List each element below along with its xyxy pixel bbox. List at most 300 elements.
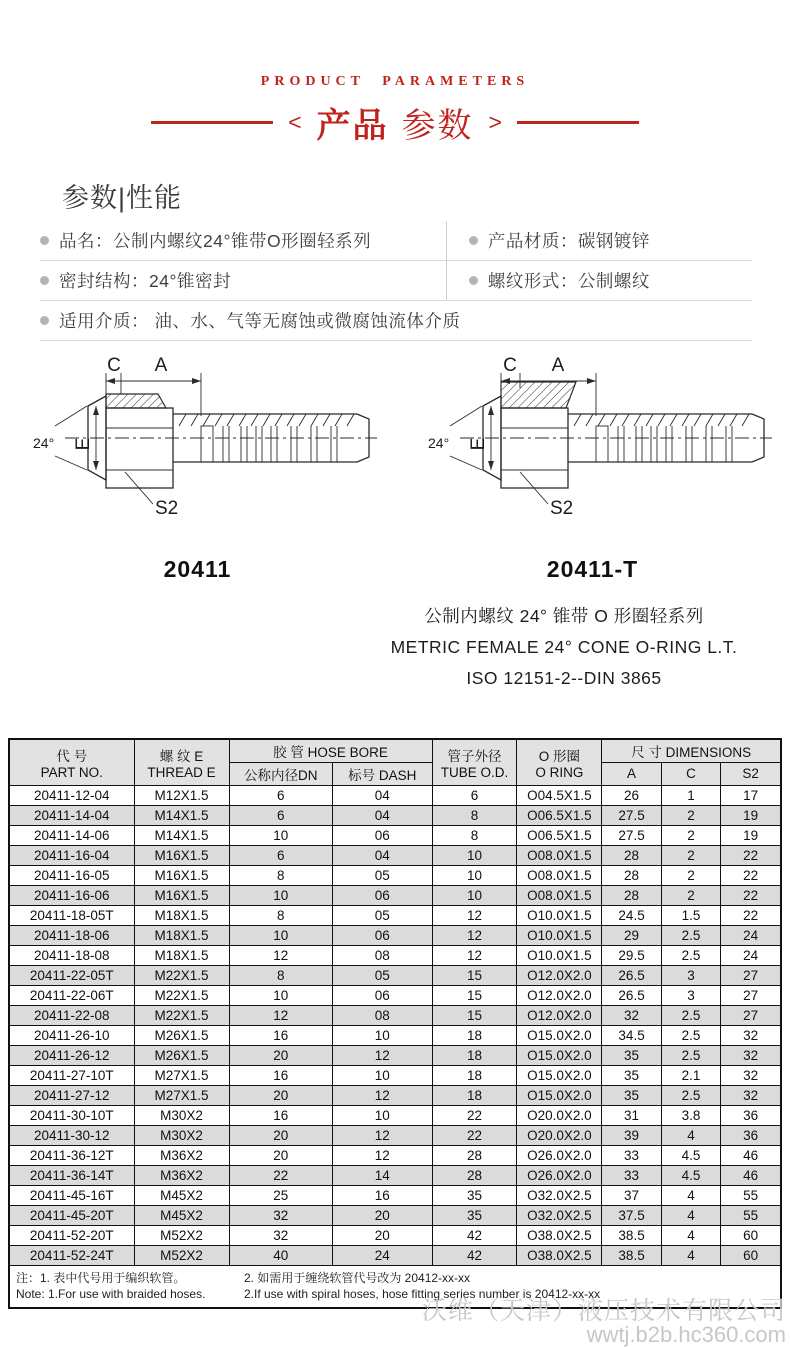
table-cell: O15.0X2.0 (517, 1025, 602, 1045)
table-row (9, 1245, 781, 1265)
fitting-drawing-icon (13, 356, 383, 552)
table-cell: 05 (332, 905, 432, 925)
spec-block (40, 221, 752, 341)
table-row (9, 925, 781, 945)
table-cell: 14 (332, 1165, 432, 1185)
table-cell: 24 (721, 925, 781, 945)
table-cell: M36X2 (134, 1145, 229, 1165)
table-cell: 28 (602, 865, 661, 885)
table-cell: 37.5 (602, 1205, 661, 1225)
table-cell: 2 (661, 865, 720, 885)
table-cell: 10 (229, 885, 332, 905)
table-cell: 18 (432, 1045, 517, 1065)
table-cell: 2 (661, 825, 720, 845)
table-cell: 26.5 (602, 985, 661, 1005)
table-cell: 15 (432, 1005, 517, 1025)
table-cell: 35 (602, 1085, 661, 1105)
table-cell: 10 (229, 825, 332, 845)
table-cell: 20411-18-08 (9, 945, 134, 965)
watermark-url: wwtj.b2b.hc360.com (586, 1322, 786, 1347)
table-cell: 2.1 (661, 1065, 720, 1085)
table-header (9, 739, 781, 785)
table-cell: O38.0X2.5 (517, 1225, 602, 1245)
table-cell: 32 (229, 1225, 332, 1245)
table-cell: 06 (332, 925, 432, 945)
angle-label: 24° (427, 435, 449, 451)
table-cell: 20 (332, 1205, 432, 1225)
spec-item-material (446, 221, 752, 260)
dim-label-a: A (154, 356, 167, 376)
series-standard: ISO 12151-2--DIN 3865 (466, 668, 662, 688)
table-cell: O06.5X1.5 (517, 805, 602, 825)
watermark-company: 沃维（天津）液压技术有限公司 (421, 1297, 786, 1325)
table-cell: 20411-27-12 (9, 1085, 134, 1105)
spec-text: 密封结构：24°锥密封 (59, 271, 231, 291)
table-row (9, 985, 781, 1005)
table-cell: 34.5 (602, 1025, 661, 1045)
table-cell: 27 (721, 985, 781, 1005)
table-cell: M30X2 (134, 1125, 229, 1145)
spec-item-seal-structure (40, 261, 446, 300)
bullet-icon (40, 276, 49, 285)
table-cell: 6 (432, 785, 517, 805)
col-o-ring: O 形圈 O RING (517, 739, 602, 785)
col-dim-c: C (661, 762, 720, 785)
table-cell: 35 (602, 1045, 661, 1065)
col-dim-a: A (602, 762, 661, 785)
table-row (9, 865, 781, 885)
table-cell: 1.5 (661, 905, 720, 925)
table-cell: 55 (721, 1205, 781, 1225)
table-row (9, 1125, 781, 1145)
table-cell: 8 (229, 965, 332, 985)
table-cell: O12.0X2.0 (517, 965, 602, 985)
table-cell: 22 (721, 905, 781, 925)
table-cell: 2 (661, 885, 720, 905)
spec-item-media (40, 301, 752, 340)
table-cell: M16X1.5 (134, 865, 229, 885)
table-cell: 32 (721, 1045, 781, 1065)
table-cell: 20411-45-20T (9, 1205, 134, 1225)
table-cell: 26 (602, 785, 661, 805)
table-cell: O15.0X2.0 (517, 1065, 602, 1085)
table-cell: 19 (721, 805, 781, 825)
dim-label-s2: S2 (154, 498, 178, 519)
table-cell: 26.5 (602, 965, 661, 985)
table-cell: 16 (229, 1065, 332, 1085)
table-cell: 16 (229, 1025, 332, 1045)
table-cell: 20411-22-06T (9, 985, 134, 1005)
spec-item-product-name (40, 221, 446, 260)
technical-drawings (0, 356, 790, 583)
table-cell: O20.0X2.0 (517, 1105, 602, 1125)
table-cell: 10 (229, 985, 332, 1005)
table-row (9, 1225, 781, 1245)
table-cell: M22X1.5 (134, 965, 229, 985)
table-cell: 20411-36-12T (9, 1145, 134, 1165)
table-cell: 19 (721, 825, 781, 845)
table-cell: 24 (332, 1245, 432, 1265)
table-cell: 05 (332, 865, 432, 885)
table-cell: O26.0X2.0 (517, 1145, 602, 1165)
table-cell: 28 (432, 1145, 517, 1165)
title-bracket-left: < (288, 109, 302, 135)
fitting-drawing-icon (408, 356, 778, 552)
table-cell: 2.5 (661, 1025, 720, 1045)
series-description (348, 601, 780, 694)
notes-cell (9, 1265, 781, 1308)
table-cell: M45X2 (134, 1205, 229, 1225)
table-cell: 20411-14-06 (9, 825, 134, 845)
table-cell: 4.5 (661, 1145, 720, 1165)
table-cell: 12 (432, 905, 517, 925)
table-cell: 06 (332, 885, 432, 905)
table-cell: 35 (432, 1205, 517, 1225)
dim-label-s2: S2 (549, 498, 573, 519)
table-cell: 12 (332, 1045, 432, 1065)
table-row (9, 1165, 781, 1185)
table-cell: 4 (661, 1205, 720, 1225)
note-line-cn: 注：1. 表中代号用于编织软管。 2. 如需用于缠绕软管代号改为 20412-xx-xx (16, 1270, 471, 1285)
table-cell: 20411-26-10 (9, 1025, 134, 1045)
table-row (9, 905, 781, 925)
table-cell: 29.5 (602, 945, 661, 965)
table-cell: M22X1.5 (134, 985, 229, 1005)
spec-row (40, 301, 752, 341)
bullet-icon (469, 276, 478, 285)
table-cell: 36 (721, 1105, 781, 1125)
table-cell: M14X1.5 (134, 825, 229, 845)
table-cell: M30X2 (134, 1105, 229, 1125)
spec-text: 适用介质： 油、水、气等无腐蚀或微腐蚀流体介质 (59, 311, 461, 331)
table-cell: 20 (332, 1225, 432, 1245)
table-cell: 32 (602, 1005, 661, 1025)
series-name-en: METRIC FEMALE 24° CONE O-RING L.T. (390, 637, 738, 657)
table-cell: 20411-36-14T (9, 1165, 134, 1185)
table-cell: 3 (661, 965, 720, 985)
table-cell: 10 (332, 1065, 432, 1085)
drawing-20411 (0, 356, 395, 583)
table-cell: M52X2 (134, 1245, 229, 1265)
table-cell: 18 (432, 1065, 517, 1085)
table-cell: 20 (229, 1125, 332, 1145)
table-cell: 12 (229, 1005, 332, 1025)
table-cell: 18 (432, 1085, 517, 1105)
table-cell: 33 (602, 1165, 661, 1185)
table-cell: 20411-52-24T (9, 1245, 134, 1265)
table-cell: 55 (721, 1185, 781, 1205)
col-group-hose-bore: 胶 管 HOSE BORE (229, 739, 432, 762)
spec-text: 螺纹形式：公制螺纹 (487, 271, 650, 291)
table-cell: 35 (602, 1065, 661, 1085)
table-cell: O15.0X2.0 (517, 1045, 602, 1065)
table-cell: 6 (229, 845, 332, 865)
table-cell: 46 (721, 1145, 781, 1165)
table-cell: 22 (721, 885, 781, 905)
col-tube-od: 管子外径 TUBE O.D. (432, 739, 517, 785)
table-cell: 42 (432, 1245, 517, 1265)
note-line-en: Note: 1.For use with braided hoses. 2.If use with spiral hoses, hose fitting series number is 20412-xx-xx (16, 1286, 601, 1301)
table-cell: 18 (432, 1025, 517, 1045)
table-cell: 36 (721, 1125, 781, 1145)
col-dim-s2: S2 (721, 762, 781, 785)
table-row (9, 785, 781, 805)
table-cell: M22X1.5 (134, 1005, 229, 1025)
dim-label-c: C (106, 356, 121, 376)
spec-table (8, 738, 782, 1309)
spec-item-thread-form (446, 261, 752, 300)
table-cell: 32 (229, 1205, 332, 1225)
table-cell: 20411-30-12 (9, 1125, 134, 1145)
table-cell: O38.0X2.5 (517, 1245, 602, 1265)
spec-table-body (9, 785, 781, 1265)
table-cell: 22 (721, 865, 781, 885)
table-cell: 10 (432, 865, 517, 885)
table-cell: 38.5 (602, 1225, 661, 1245)
table-cell: M18X1.5 (134, 905, 229, 925)
table-cell: O08.0X1.5 (517, 885, 602, 905)
table-cell: 17 (721, 785, 781, 805)
table-cell: 22 (229, 1165, 332, 1185)
table-cell: 20411-18-05T (9, 905, 134, 925)
table-cell: 6 (229, 805, 332, 825)
table-cell: 12 (332, 1145, 432, 1165)
table-cell: 10 (432, 885, 517, 905)
table-notes (9, 1265, 781, 1308)
table-cell: O12.0X2.0 (517, 1005, 602, 1025)
table-cell: 2.5 (661, 925, 720, 945)
table-cell: O04.5X1.5 (517, 785, 602, 805)
table-cell: 06 (332, 985, 432, 1005)
table-cell: 4 (661, 1185, 720, 1205)
table-cell: 31 (602, 1105, 661, 1125)
table-cell: 3 (661, 985, 720, 1005)
drawing-20411-t (395, 356, 790, 583)
table-cell: 05 (332, 965, 432, 985)
table-cell: M45X2 (134, 1185, 229, 1205)
table-cell: 20411-22-05T (9, 965, 134, 985)
title-bracket-right: > (488, 109, 502, 135)
table-cell: M36X2 (134, 1165, 229, 1185)
table-cell: 15 (432, 965, 517, 985)
table-cell: 08 (332, 945, 432, 965)
table-cell: 08 (332, 1005, 432, 1025)
table-cell: 12 (229, 945, 332, 965)
table-cell: O12.0X2.0 (517, 985, 602, 1005)
table-cell: 60 (721, 1245, 781, 1265)
page-title-regular: 参数 (401, 107, 474, 145)
table-cell: 38.5 (602, 1245, 661, 1265)
dim-label-a: A (551, 356, 564, 376)
table-cell: M16X1.5 (134, 845, 229, 865)
col-thread: 螺 纹 E THREAD E (134, 739, 229, 785)
table-cell: M12X1.5 (134, 785, 229, 805)
table-cell: 15 (432, 985, 517, 1005)
dim-label-e: E (72, 437, 94, 451)
table-cell: 20411-45-16T (9, 1185, 134, 1205)
table-cell: 27.5 (602, 805, 661, 825)
table-cell: 10 (332, 1025, 432, 1045)
table-cell: 24.5 (602, 905, 661, 925)
table-cell: 20411-18-06 (9, 925, 134, 945)
table-row (9, 965, 781, 985)
table-row (9, 1085, 781, 1105)
table-cell: 42 (432, 1225, 517, 1245)
table-cell: O32.0X2.5 (517, 1205, 602, 1225)
spec-row (40, 261, 752, 301)
table-cell: 20411-16-05 (9, 865, 134, 885)
table-cell: O08.0X1.5 (517, 865, 602, 885)
table-cell: 12 (432, 945, 517, 965)
spec-row (40, 221, 752, 261)
table-cell: 35 (432, 1185, 517, 1205)
table-cell: 32 (721, 1085, 781, 1105)
bullet-icon (40, 316, 49, 325)
table-cell: M27X1.5 (134, 1085, 229, 1105)
col-dn: 公称内径DN (229, 762, 332, 785)
table-cell: 4 (661, 1245, 720, 1265)
table-cell: 20411-26-12 (9, 1045, 134, 1065)
table-cell: 8 (432, 805, 517, 825)
col-dash: 标号 DASH (332, 762, 432, 785)
col-group-dimensions: 尺 寸 DIMENSIONS (602, 739, 781, 762)
header-eyebrow: PRODUCT PARAMETERS (260, 74, 530, 89)
table-cell: 6 (229, 785, 332, 805)
table-cell: 20411-14-04 (9, 805, 134, 825)
table-cell: 1 (661, 785, 720, 805)
table-cell: 10 (432, 845, 517, 865)
table-cell: 12 (432, 925, 517, 945)
table-cell: 16 (229, 1105, 332, 1125)
table-cell: O15.0X2.0 (517, 1085, 602, 1105)
table-cell: 3.8 (661, 1105, 720, 1125)
table-cell: M27X1.5 (134, 1065, 229, 1085)
table-cell: 2 (661, 805, 720, 825)
table-cell: M26X1.5 (134, 1025, 229, 1045)
page-title-bold: 产品 (316, 107, 389, 145)
table-cell: 33 (602, 1145, 661, 1165)
table-cell: 25 (229, 1185, 332, 1205)
table-cell: 12 (332, 1085, 432, 1105)
table-cell: 22 (432, 1105, 517, 1125)
table-cell: 28 (602, 845, 661, 865)
table-cell: 4.5 (661, 1165, 720, 1185)
table-cell: 60 (721, 1225, 781, 1245)
title-rule-left (151, 121, 273, 124)
table-row (9, 885, 781, 905)
table-cell: 32 (721, 1025, 781, 1045)
table-row (9, 1025, 781, 1045)
table-cell: 20411-12-04 (9, 785, 134, 805)
table-cell: 04 (332, 805, 432, 825)
table-cell: 27 (721, 965, 781, 985)
table-cell: 20 (229, 1045, 332, 1065)
spec-text: 产品材质：碳钢镀锌 (487, 231, 650, 251)
table-row (9, 1065, 781, 1085)
table-row (9, 1205, 781, 1225)
table-cell: 28 (602, 885, 661, 905)
table-row (9, 1105, 781, 1125)
table-cell: 4 (661, 1225, 720, 1245)
table-cell: 04 (332, 785, 432, 805)
table-cell: 20 (229, 1145, 332, 1165)
table-cell: 39 (602, 1125, 661, 1145)
table-cell: 8 (432, 825, 517, 845)
table-row (9, 1185, 781, 1205)
angle-label: 24° (32, 435, 54, 451)
table-row (9, 805, 781, 825)
table-cell: 2.5 (661, 1085, 720, 1105)
drawing-caption-20411: 20411 (163, 556, 232, 582)
table-cell: 06 (332, 825, 432, 845)
table-cell: M18X1.5 (134, 945, 229, 965)
series-name-cn: 公制内螺纹 24° 锥带 O 形圈轻系列 (424, 606, 704, 626)
table-cell: 37 (602, 1185, 661, 1205)
table-cell: 2.5 (661, 1005, 720, 1025)
table-cell: O10.0X1.5 (517, 905, 602, 925)
col-part-no: 代 号 PART NO. (9, 739, 134, 785)
table-cell: 27.5 (602, 825, 661, 845)
table-cell: 20411-52-20T (9, 1225, 134, 1245)
page-title (0, 98, 790, 147)
table-cell: M14X1.5 (134, 805, 229, 825)
table-cell: 4 (661, 1125, 720, 1145)
table-cell: M26X1.5 (134, 1045, 229, 1065)
table-row (9, 845, 781, 865)
table-cell: 28 (432, 1165, 517, 1185)
table-cell: 20411-30-10T (9, 1105, 134, 1125)
bullet-icon (40, 236, 49, 245)
table-row (9, 1145, 781, 1165)
table-cell: 2.5 (661, 945, 720, 965)
table-cell: 29 (602, 925, 661, 945)
table-cell: 10 (229, 925, 332, 945)
table-cell: 20411-27-10T (9, 1065, 134, 1085)
bullet-icon (469, 236, 478, 245)
table-cell: M52X2 (134, 1225, 229, 1245)
table-cell: 22 (432, 1125, 517, 1145)
table-cell: 20 (229, 1085, 332, 1105)
section-title: 参数|性能 (62, 183, 183, 213)
table-cell: 32 (721, 1065, 781, 1085)
table-row (9, 945, 781, 965)
table-cell: 24 (721, 945, 781, 965)
table-cell: O10.0X1.5 (517, 925, 602, 945)
table-cell: 22 (721, 845, 781, 865)
drawing-caption-20411-t: 20411-T (546, 556, 639, 582)
table-cell: O10.0X1.5 (517, 945, 602, 965)
table-cell: 16 (332, 1185, 432, 1205)
table-cell: 8 (229, 865, 332, 885)
table-cell: O08.0X1.5 (517, 845, 602, 865)
table-cell: 12 (332, 1125, 432, 1145)
table-cell: 27 (721, 1005, 781, 1025)
table-cell: 40 (229, 1245, 332, 1265)
table-cell: M18X1.5 (134, 925, 229, 945)
table-cell: 20411-16-04 (9, 845, 134, 865)
table-row (9, 1005, 781, 1025)
table-cell: O26.0X2.0 (517, 1165, 602, 1185)
table-cell: M16X1.5 (134, 885, 229, 905)
table-row (9, 1045, 781, 1065)
table-cell: O32.0X2.5 (517, 1185, 602, 1205)
table-row (9, 825, 781, 845)
title-rule-right (517, 121, 639, 124)
table-cell: 04 (332, 845, 432, 865)
table-cell: 8 (229, 905, 332, 925)
table-cell: 10 (332, 1105, 432, 1125)
table-cell: 46 (721, 1165, 781, 1185)
